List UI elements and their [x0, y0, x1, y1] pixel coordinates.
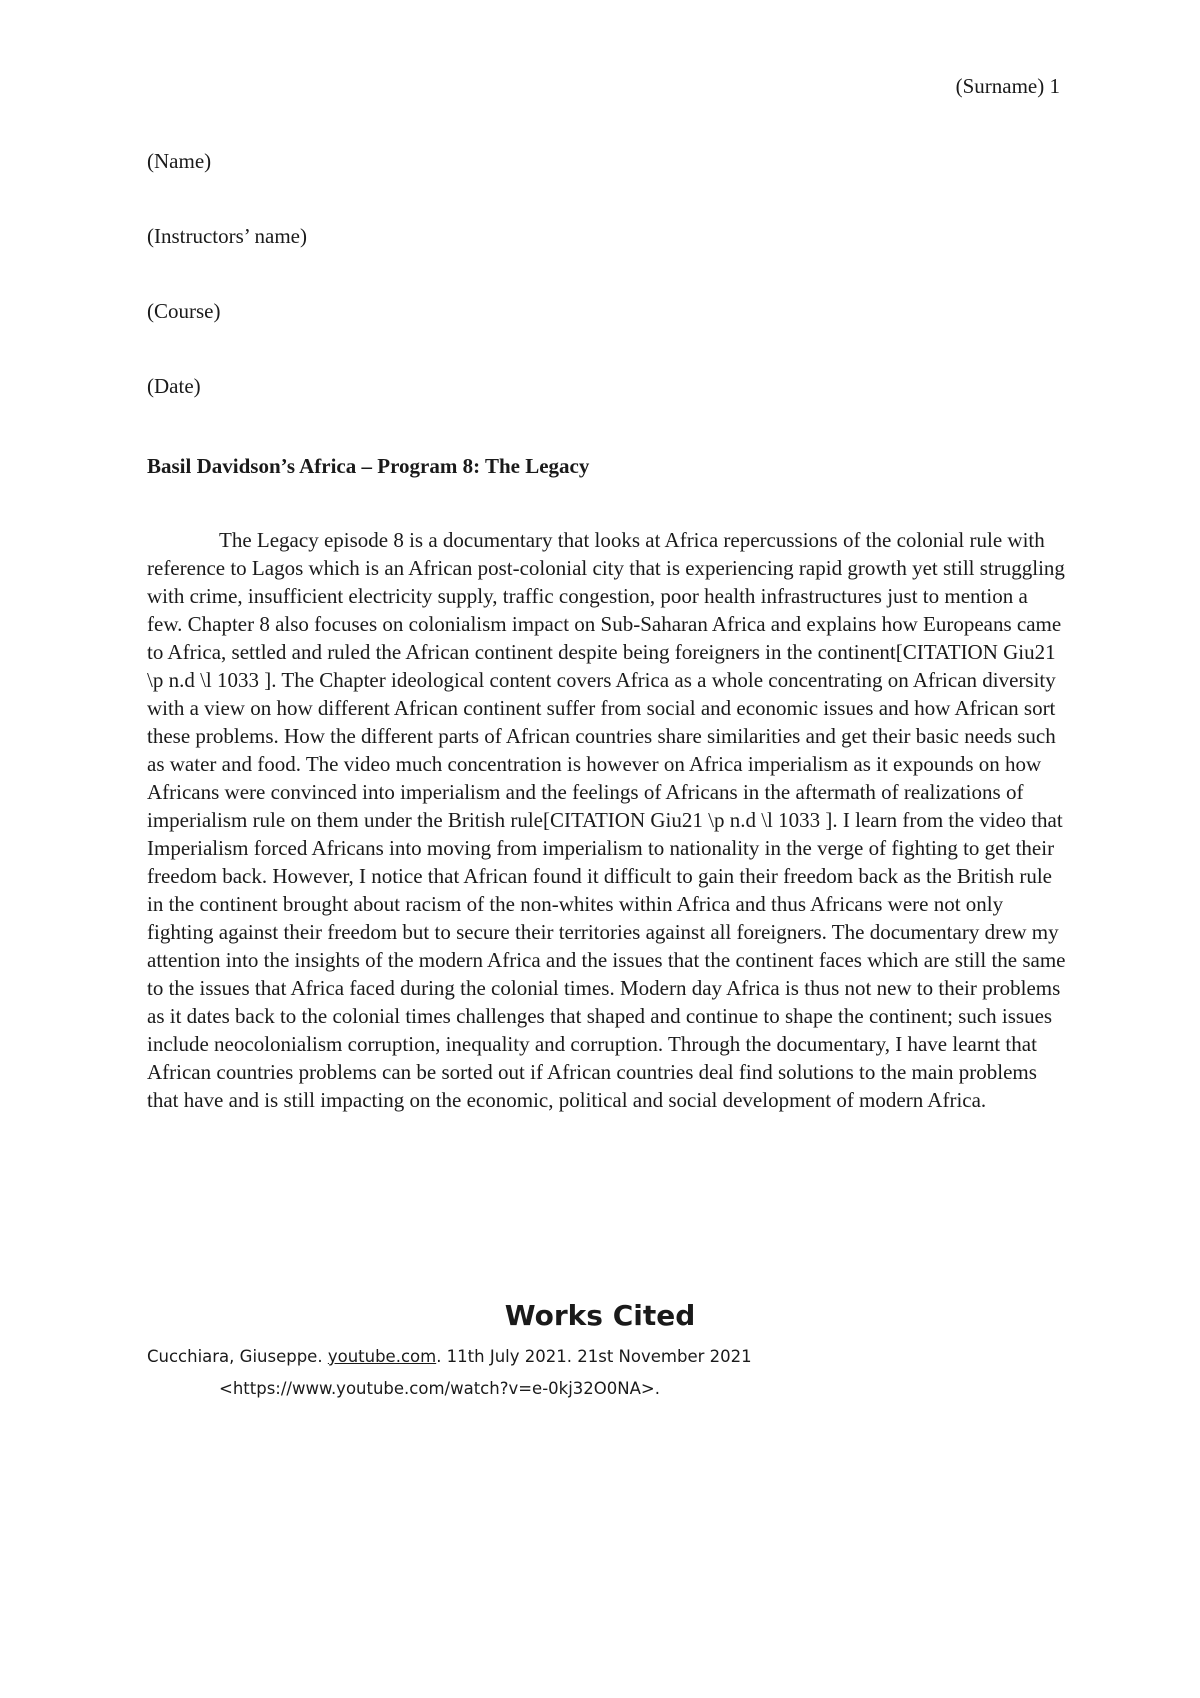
- citation-site-link[interactable]: youtube.com: [327, 1347, 437, 1366]
- citation-line-1: [147, 1341, 1067, 1373]
- citation-url[interactable]: <https://www.youtube.com/watch?v=e-0kj32O0NA>.: [219, 1379, 660, 1398]
- student-name: (Name): [147, 149, 212, 173]
- essay-body: The Legacy episode 8 is a documentary that looks at Africa repercussions of the colonial rule with reference to Lagos which is an African post-colonial city that is experiencing rapid growth yet still struggling with crime, insufficient electricity supply, traffic congestion, poor health infrastructures just to mention a few. Chapter 8 also focuses on colonialism impact on Sub-Saharan Africa and explains how Europeans came to Africa, settled and ruled the African continent despite being foreigners in the continent[CITATION Giu21 \p n.d \l 1033 ]. The Chapter ideological content covers Africa as a whole concentrating on African diversity with a view on how different African continent suffer from social and economic issues and how African sort these problems. How the different parts of African countries share similarities and get their basic needs such as water and food. The video much concentration is however on Africa imperialism as it expounds on how Africans were convinced into imperialism and the feelings of Africans in the aftermath of realizations of imperialism rule on them under the British rule[CITATION Giu21 \p n.d \l 1033 ]. I learn from the video that Imperialism forced Africans into moving from imperialism to nationality in the verge of fighting to get their freedom back. However, I notice that African found it difficult to gain their freedom back as the British rule in the continent brought about racism of the non-whites within Africa and thus Africans were not only fighting against their freedom but to secure their territories against all foreigners. The documentary drew my attention into the insights of the modern Africa and the issues that the continent faces which are still the same to the issues that Africa faced during the colonial times. Modern day Africa is thus not new to their problems as it dates back to the colonial times challenges that shaped and continue to shape the continent; such issues include neocolonialism corruption, inequality and corruption. Through the documentary, I have learnt that African countries problems can be sorted out if African countries deal find solutions to the main problems that have and is still impacting on the economic, political and social development of modern Africa.: [147, 528, 1066, 1112]
- instructor-name: (Instructors’ name): [147, 224, 307, 248]
- page-number: (Surname) 1: [955, 74, 1060, 98]
- citation-author: Cucchiara, Giuseppe.: [147, 1347, 328, 1366]
- citation-entry: [147, 1341, 1067, 1405]
- date: (Date): [147, 374, 201, 398]
- student-info: [147, 147, 307, 447]
- works-cited-heading: Works Cited: [504, 1299, 696, 1332]
- essay-title: Basil Davidson’s Africa – Program 8: The Legacy: [147, 454, 590, 478]
- citation-dates: . 11th July 2021. 21st November 2021: [436, 1347, 752, 1366]
- course-name: (Course): [147, 299, 221, 323]
